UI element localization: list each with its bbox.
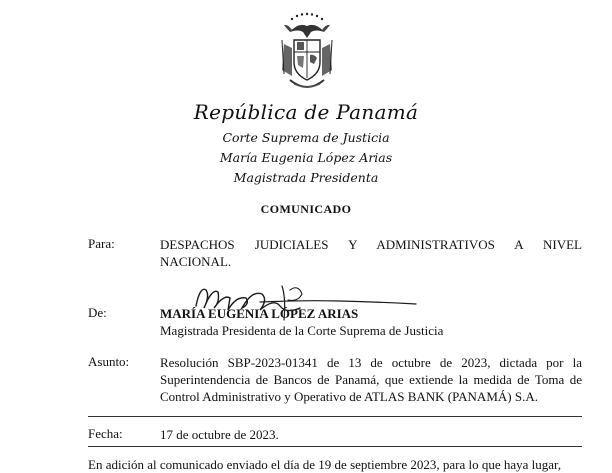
asunto-value: Resolución SBP-2023-01341 de 13 de octubre de 2023, dictada por la Superintendencia de Bancos de Panamá, que extiende la medida de Toma de Control Administrativo y Operativo de ATLAS BANK (PANAMÁ) S.A.	[160, 355, 582, 404]
coat-of-arms-icon	[270, 10, 344, 96]
court-name: Corte Suprema de Justicia	[222, 130, 390, 145]
para-value: DESPACHOS JUDICIALES Y ADMINISTRATIVOS A NIVEL NACIONAL.	[160, 237, 582, 269]
divider	[88, 446, 582, 447]
magistrate-name: María Eugenia López Arias	[219, 150, 393, 165]
para-label: Para:	[88, 236, 115, 251]
body-paragraph: En adición al comunicado enviado el día de 19 de septiembre 2023, para lo que haya lugar,	[88, 457, 562, 472]
fecha-value: 17 de octubre de 2023.	[160, 427, 279, 442]
sender-title: Magistrada Presidenta de la Corte Suprema de Justicia	[160, 323, 444, 338]
document-title: COMUNICADO	[260, 202, 352, 216]
sender-name: MARÍA EUGENIA LÓPEZ ARIAS	[160, 306, 359, 321]
republic-heading: República de Panamá	[193, 100, 419, 124]
fecha-label: Fecha:	[88, 426, 123, 441]
divider	[88, 416, 582, 417]
handwritten-signature-icon	[190, 276, 420, 324]
magistrate-role: Magistrada Presidenta	[233, 170, 379, 185]
asunto-label: Asunto:	[88, 354, 130, 369]
de-label: De:	[88, 305, 107, 320]
